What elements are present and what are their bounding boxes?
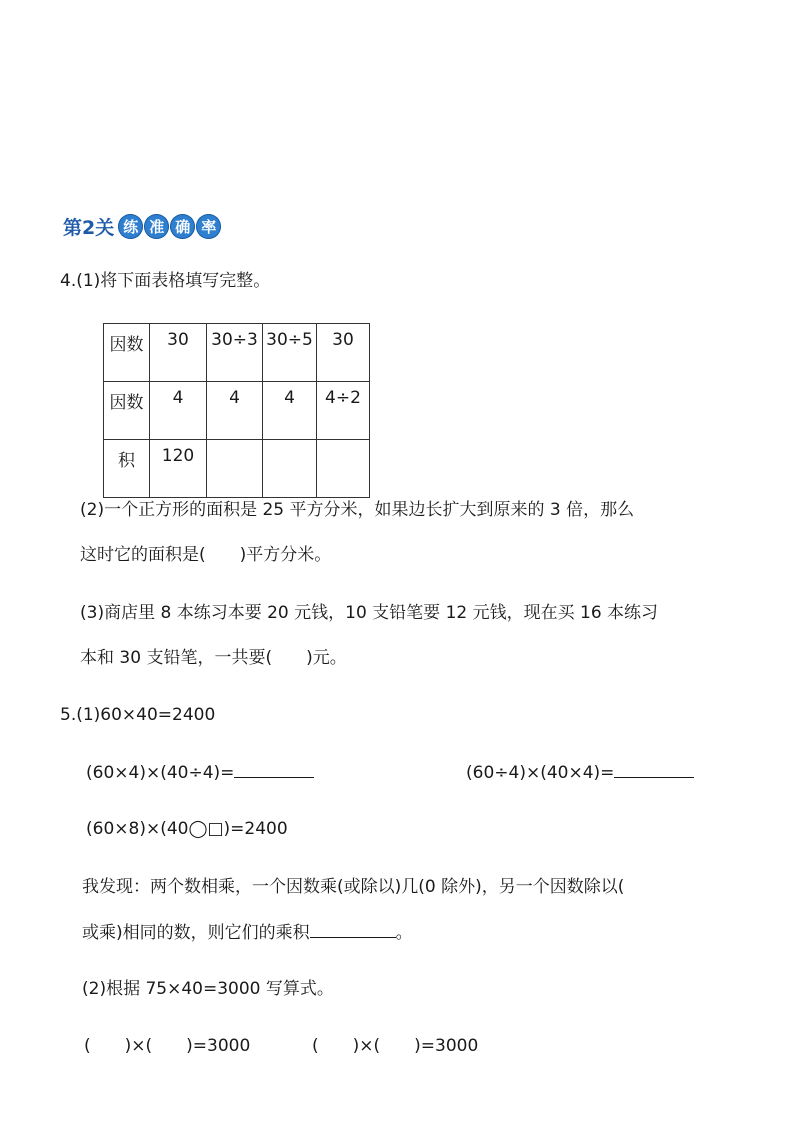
q5-part1: 5.(1)60×40=2400 <box>60 705 216 725</box>
answer-blank[interactable] <box>614 762 694 778</box>
table-cell: 4 <box>172 388 184 408</box>
table-cell: 4 <box>229 388 240 408</box>
finding-end: 。 <box>395 923 413 943</box>
section-label: 第2关 <box>63 216 115 239</box>
table-row <box>104 324 370 382</box>
equation-4: ( )×( )=3000 <box>84 1036 251 1056</box>
q4-part2-line1: (2)一个正方形的面积是 25 平方分米，如果边长扩大到原来的 3 倍，那么 <box>80 500 635 520</box>
finding-line1: 我发现：两个数相乘，一个因数乘(或除以)几(0 除外)，另一个因数除以( <box>82 877 625 897</box>
badge-char: 准 <box>144 214 169 239</box>
table-cell: 因数 <box>109 335 144 355</box>
table-cell: 30 <box>167 330 189 350</box>
q4-part3-line2: 本和 30 支铅笔，一共要( )元。 <box>80 648 347 668</box>
answer-blank[interactable] <box>310 922 396 938</box>
q4-part2-line2: 这时它的面积是( )平方分米。 <box>80 545 332 565</box>
answer-blank[interactable] <box>234 762 314 778</box>
equation-2 <box>466 762 694 783</box>
table-cell: 4÷2 <box>325 388 361 408</box>
q5-part2: (2)根据 75×40=3000 写算式。 <box>82 979 334 999</box>
badge-char: 练 <box>118 214 143 239</box>
table-cell: 120 <box>161 446 195 466</box>
table-cell: 4 <box>284 388 295 408</box>
q4-part1: 4.(1)将下面表格填写完整。 <box>60 271 271 291</box>
q4-part3-line1: (3)商店里 8 本练习本要 20 元钱，10 支铅笔要 12 元钱，现在买 16 本练习 <box>80 603 659 623</box>
table-cell <box>317 440 369 446</box>
table-cell: 30÷5 <box>266 330 313 350</box>
equation-5: ( )×( )=3000 <box>312 1036 479 1056</box>
section-header <box>63 212 222 240</box>
table-cell: 因数 <box>109 393 144 413</box>
equation-1 <box>86 762 314 783</box>
finding-line2 <box>82 922 413 943</box>
factor-table <box>103 323 370 498</box>
table-cell <box>207 440 262 446</box>
equation-3: (60×8)×(40◯□)=2400 <box>86 819 288 839</box>
table-row <box>104 440 370 498</box>
table-cell <box>263 440 316 446</box>
table-cell: 30 <box>332 330 354 350</box>
badge-char: 确 <box>170 214 195 239</box>
table-row <box>104 382 370 440</box>
table-cell: 30÷3 <box>211 330 258 350</box>
table-cell: 积 <box>118 451 135 471</box>
equation-text: (60÷4)×(40×4)= <box>466 763 615 783</box>
finding-text: 或乘)相同的数，则它们的乘积 <box>82 923 310 943</box>
equation-text: (60×4)×(40÷4)= <box>86 763 235 783</box>
badge-char: 率 <box>196 214 221 239</box>
